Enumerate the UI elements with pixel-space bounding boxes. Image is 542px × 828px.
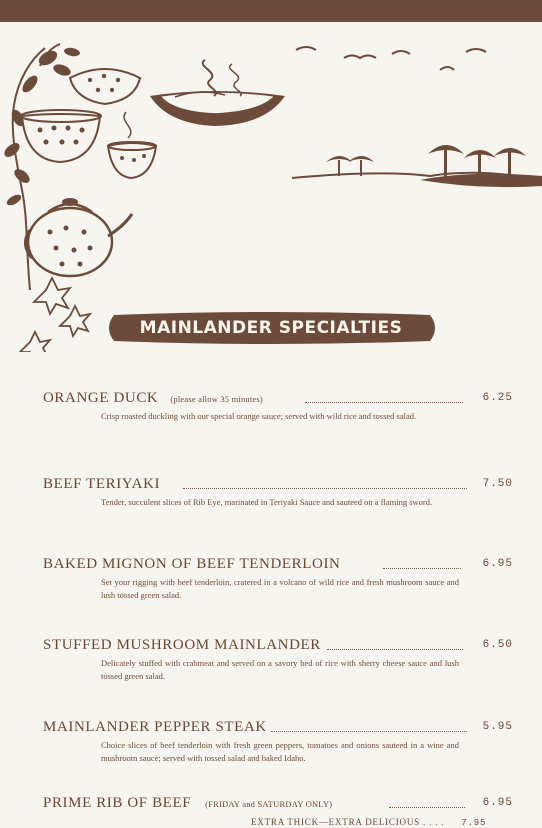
seagull-icon [296, 47, 486, 70]
extra-price: 7.95 [461, 818, 487, 828]
section-title: MAINLANDER SPECIALTIES [139, 318, 403, 338]
item-price: 6.25 [482, 392, 513, 404]
serving-dish-icon [150, 60, 285, 126]
item-note: (FRIDAY and SATURDAY ONLY) [205, 799, 333, 809]
item-name: ORANGE DUCK [43, 390, 159, 406]
item-name: PRIME RIB OF BEEF [43, 795, 192, 811]
dot-leader [327, 649, 463, 650]
item-price: 6.95 [482, 797, 513, 809]
item-description: Choice slices of beef tenderloin with fresh green peppers, tomatoes and onions sauteed in a wine and mushroom sauce; served with tossed salad and baked Idaho. [101, 740, 459, 763]
dot-leader [183, 488, 467, 489]
dot-leader [305, 402, 463, 403]
dot-leader [383, 568, 461, 569]
dot-leader: . . . . [423, 817, 448, 827]
covered-bowl-icon [70, 69, 140, 104]
item-description: Tender, succulent slices of Rib Eye, marinated in Teriyaki Sauce and sauteed on a flaming sword. [101, 497, 433, 507]
dot-leader [389, 807, 465, 808]
item-note: (please allow 35 minutes) [170, 394, 263, 404]
item-name: MAINLANDER PEPPER STEAK [43, 719, 267, 735]
item-price: 6.50 [482, 639, 513, 651]
item-description: Delicately stuffed with crabmeat and served on a savory bed of rice with sherry cheese sauce and lush tossed green salad. [101, 658, 459, 681]
item-price: 6.95 [482, 558, 513, 570]
item-name: STUFFED MUSHROOM MAINLANDER [43, 637, 321, 653]
menu-illustration [0, 22, 542, 352]
extra-line [251, 817, 486, 828]
top-border [0, 0, 542, 22]
extra-label: EXTRA THICK—EXTRA DELICIOUS [251, 817, 420, 827]
palm-island-icon [292, 145, 542, 187]
item-description: Crisp roasted duckling with our special orange sauce; served with wild rice and tossed salad. [101, 411, 417, 421]
rice-bowl-icon [21, 110, 101, 162]
item-description: Set your rigging with beef tenderloin, cratered in a volcano of wild rice and fresh mushroom sauce and lush tossed green salad. [101, 577, 459, 600]
item-price: 5.95 [482, 721, 513, 733]
teacup-icon [108, 112, 156, 178]
teapot-icon [25, 198, 132, 276]
dot-leader [271, 731, 467, 732]
item-name: BAKED MIGNON OF BEEF TENDERLOIN [43, 556, 341, 572]
item-name: BEEF TERIYAKI [43, 476, 161, 492]
item-price: 7.50 [482, 478, 513, 490]
